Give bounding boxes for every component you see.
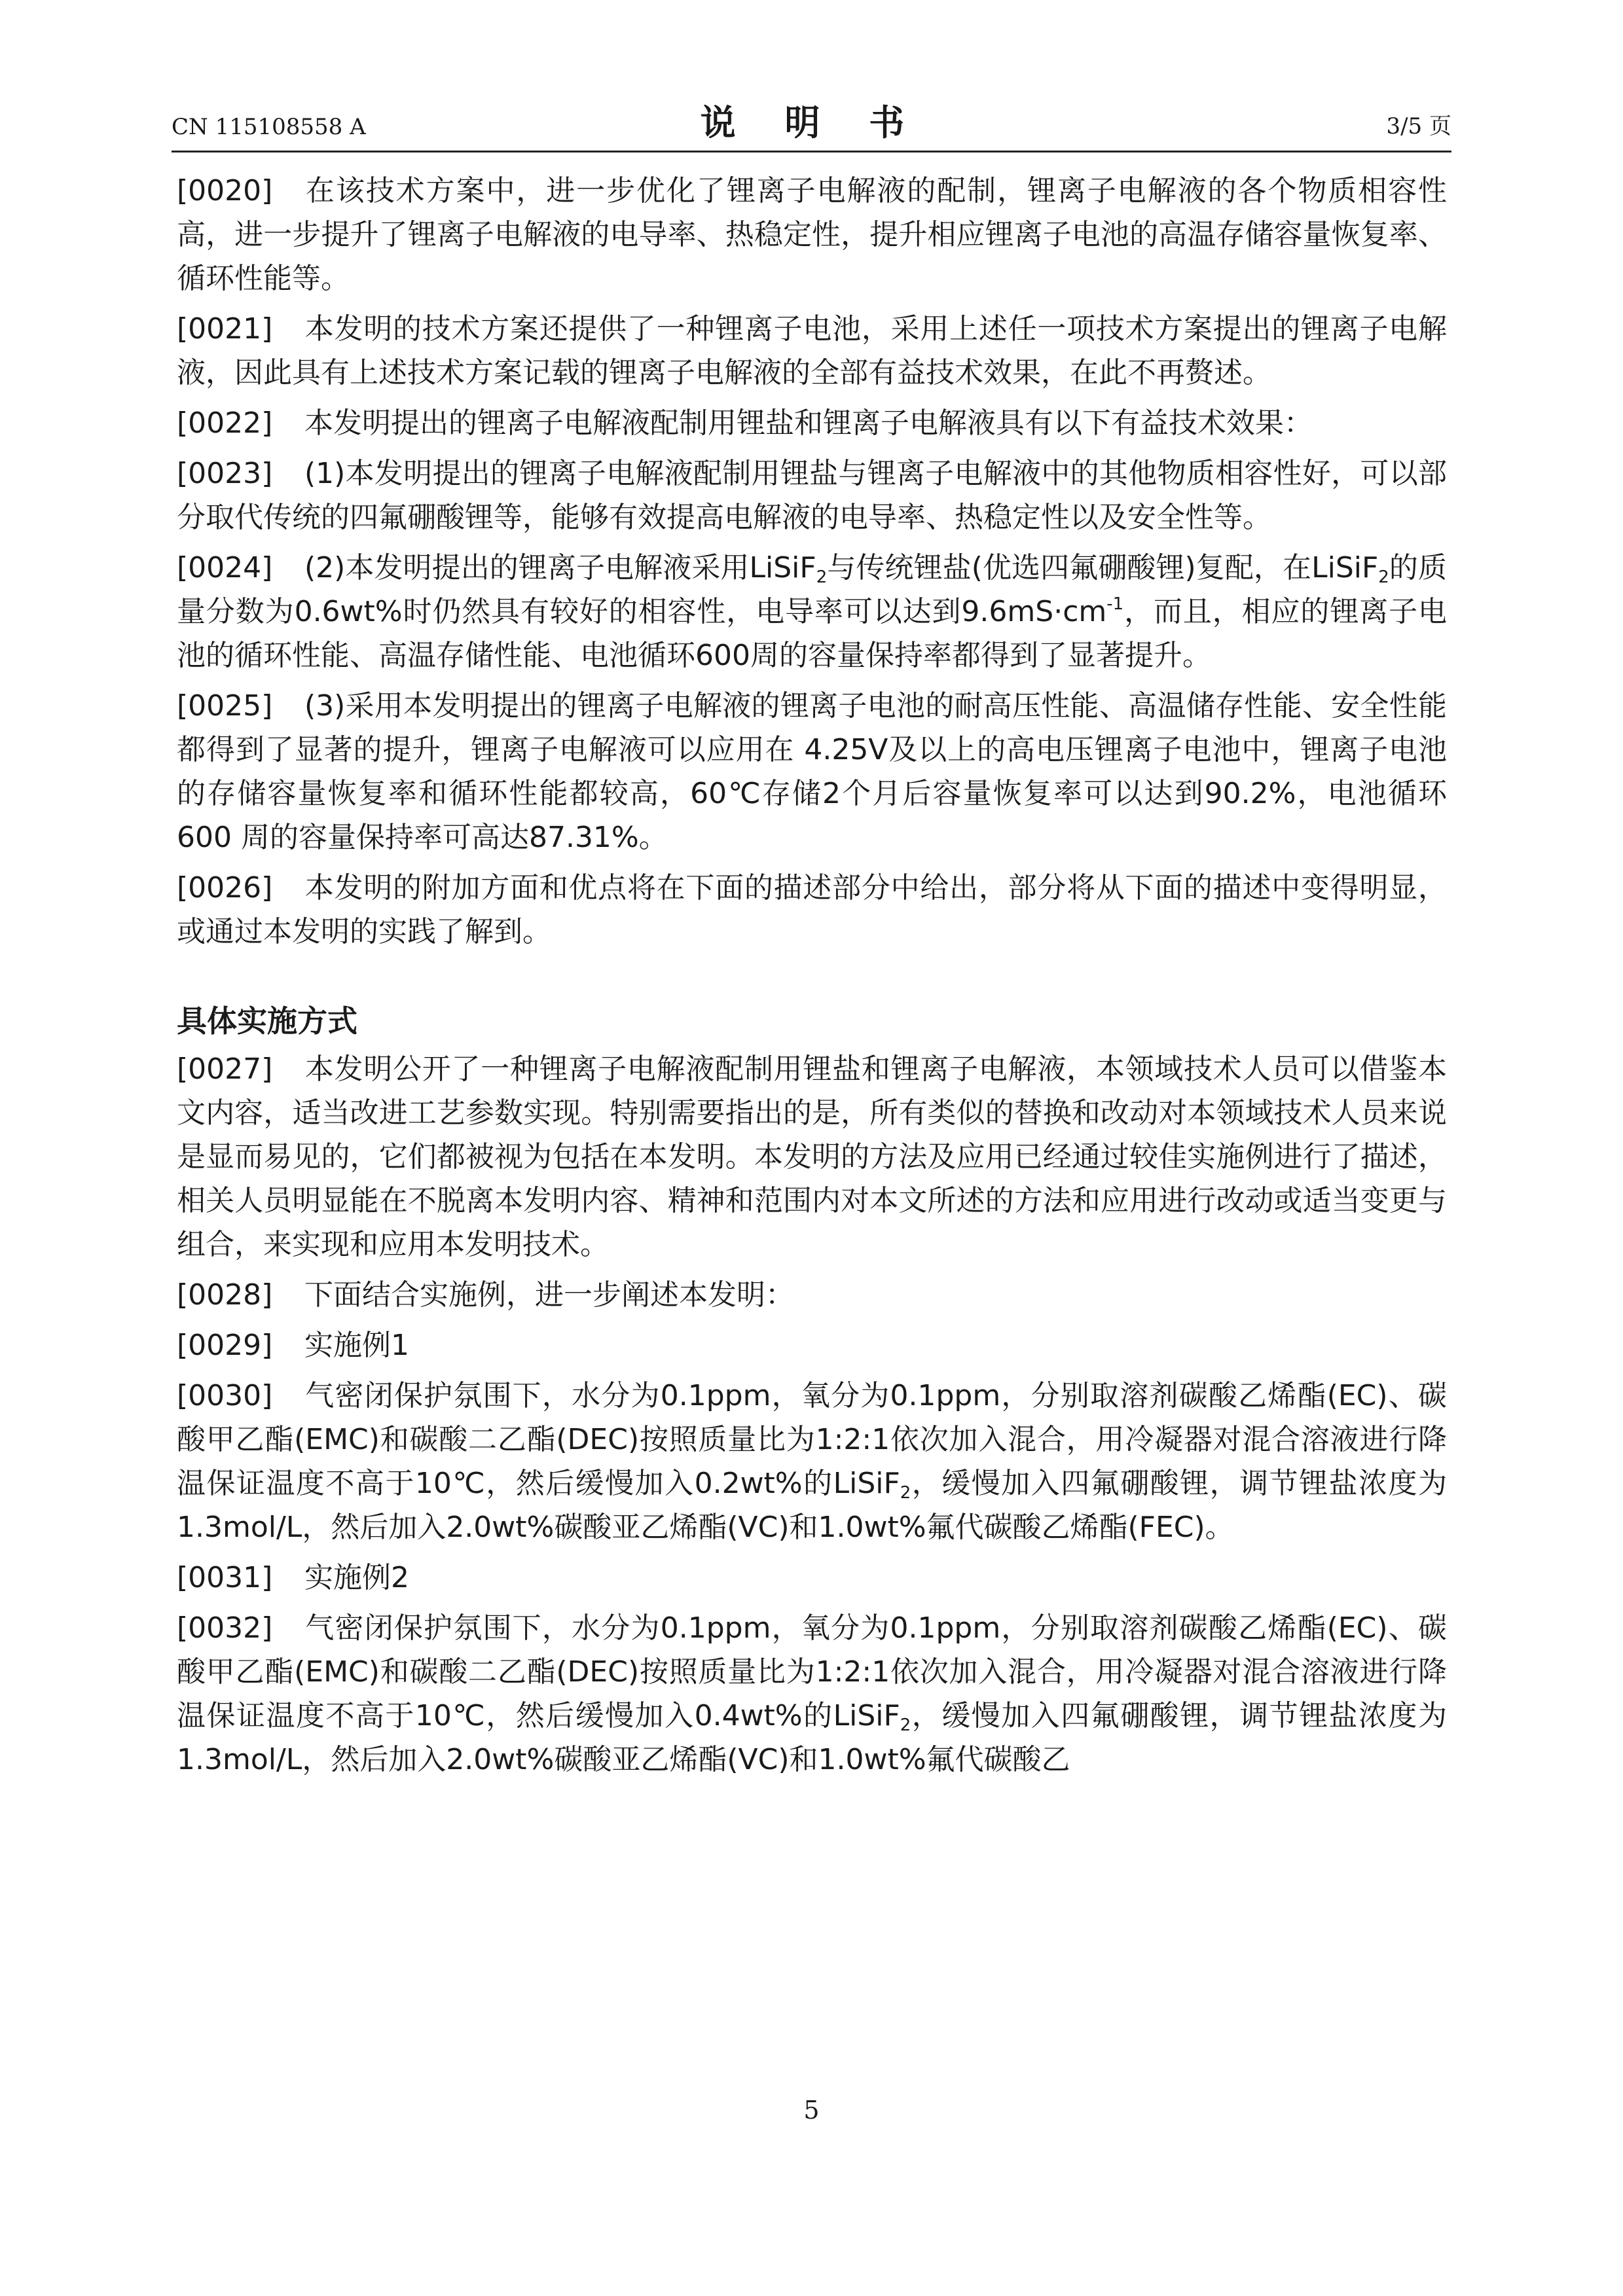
paragraph-number: [0025]	[177, 689, 273, 723]
paragraph-text: (1)本发明提出的锂离子电解液配制用锂盐与锂离子电解液中的其他物质相容性好，可以部分取代传统的四氟硼酸锂等，能够有效提高电解液的电导率、热稳定性以及安全性等。	[177, 457, 1447, 534]
page-info: 3/5 页	[1386, 113, 1451, 139]
paragraph-0027	[177, 1047, 1447, 1266]
paragraph-text-part: ，而且，相应的锂离子电池的循环性能、高温存储性能、电池循环600周的容量保持率都得到了显著提升。	[177, 595, 1448, 672]
paragraph-0022	[177, 401, 1447, 445]
subscript: 2	[900, 1715, 911, 1735]
paragraph-text-part: 与传统锂盐(优选四氟硼酸锂)复配，在LiSiF	[827, 551, 1379, 584]
paragraph-text: (3)采用本发明提出的锂离子电解液的锂离子电池的耐高压性能、高温储存性能、安全性能都得到了显著的提升，锂离子电解液可以应用在 4.25V及以上的高电压锂离子电池中，锂离子电池的存储容量恢复率和循环性能都较高，60℃存储2个月后容量恢复率可以达到90.2%，电池循环600 周的容量保持率可高达87.31%。	[177, 689, 1447, 854]
paragraph-0021	[177, 307, 1447, 395]
paragraph-0025	[177, 684, 1447, 859]
subscript: 2	[816, 567, 828, 587]
paragraph-text: 本发明的技术方案还提供了一种锂离子电池，采用上述任一项技术方案提出的锂离子电解液，因此具有上述技术方案记载的锂离子电解液的全部有益技术效果，在此不再赘述。	[177, 312, 1447, 389]
paragraph-text-part: 气密闭保护氛围下，水分为0.1ppm，氧分为0.1ppm，分别取溶剂碳酸乙烯酯(EC)、碳酸甲乙酯(EMC)和碳酸二乙酯(DEC)按照质量比为1:2:1依次加入混合，用冷凝器对混合溶液进行降温保证温度不高于10℃，然后缓慢加入0.2wt%的LiSiF	[177, 1379, 1447, 1500]
subscript: 2	[1378, 567, 1389, 587]
paragraph-0032	[177, 1606, 1447, 1782]
superscript: -1	[1106, 594, 1124, 614]
paragraph-text: 本发明的附加方面和优点将在下面的描述部分中给出，部分将从下面的描述中变得明显，或通过本发明的实践了解到。	[177, 871, 1447, 948]
paragraph-0020	[177, 169, 1447, 300]
paragraph-0030	[177, 1374, 1447, 1549]
paragraph-number: [0023]	[177, 457, 273, 490]
paragraph-text: 实施例1	[304, 1329, 409, 1362]
paragraph-text: 下面结合实施例，进一步阐述本发明：	[304, 1278, 794, 1312]
paragraph-0024	[177, 546, 1447, 677]
publication-number: CN 115108558 A	[172, 114, 366, 140]
document-title: 说 明 书	[700, 102, 923, 143]
paragraph-number: [0029]	[177, 1329, 273, 1362]
subscript: 2	[900, 1483, 911, 1503]
paragraph-text-part: 气密闭保护氛围下，水分为0.1ppm，氧分为0.1ppm，分别取溶剂碳酸乙烯酯(EC)、碳酸甲乙酯(EMC)和碳酸二乙酯(DEC)按照质量比为1:2:1依次加入混合，用冷凝器对混合溶液进行降温保证温度不高于10℃，然后缓慢加入0.4wt%的LiSiF	[177, 1611, 1447, 1732]
paragraph-number: [0032]	[177, 1611, 273, 1645]
paragraph-number: [0028]	[177, 1278, 273, 1312]
paragraph-0023	[177, 452, 1447, 539]
paragraph-text: 实施例2	[304, 1561, 409, 1594]
paragraph-text: 在该技术方案中，进一步优化了锂离子电解液的配制，锂离子电解液的各个物质相容性高，进一步提升了锂离子电解液的电导率、热稳定性，提升相应锂离子电池的高温存储容量恢复率、循环性能等。	[177, 174, 1447, 295]
paragraph-text: 本发明提出的锂离子电解液配制用锂盐和锂离子电解液具有以下有益技术效果：	[304, 406, 1313, 440]
document-body	[177, 169, 1447, 1788]
paragraph-text-part: (2)本发明提出的锂离子电解液采用LiSiF	[304, 551, 816, 584]
paragraph-number: [0022]	[177, 406, 273, 440]
paragraph-number: [0021]	[177, 312, 273, 346]
paragraph-0026	[177, 866, 1447, 954]
paragraph-text: 本发明公开了一种锂离子电解液配制用锂盐和锂离子电解液，本领域技术人员可以借鉴本文内容，适当改进工艺参数实现。特别需要指出的是，所有类似的替换和改动对本领域技术人员来说是显而易见的，它们都被视为包括在本发明。本发明的方法及应用已经通过较佳实施例进行了描述，相关人员明显能在不脱离本发明内容、精神和范围内对本文所述的方法和应用进行改动或适当变更与组合，来实现和应用本发明技术。	[177, 1052, 1447, 1261]
paragraph-number: [0027]	[177, 1052, 273, 1086]
paragraph-number: [0024]	[177, 551, 273, 584]
paragraph-number: [0026]	[177, 871, 273, 905]
page-number: 5	[803, 2096, 820, 2125]
paragraph-number: [0031]	[177, 1561, 273, 1594]
paragraph-text-part: ，缓慢加入四氟硼酸锂，调节锂盐浓度为1.3mol/L，然后加入2.0wt%碳酸亚乙烯酯(VC)和1.0wt%氟代碳酸乙烯酯(FEC)。	[177, 1467, 1447, 1544]
header-rule	[172, 151, 1451, 152]
paragraph-0031	[177, 1556, 1447, 1600]
paragraph-number: [0020]	[177, 174, 273, 207]
section-heading: 具体实施方式	[177, 1003, 357, 1039]
paragraph-text-part: ，缓慢加入四氟硼酸锂，调节锂盐浓度为1.3mol/L，然后加入2.0wt%碳酸亚乙烯酯(VC)和1.0wt%氟代碳酸乙	[177, 1699, 1447, 1776]
page-header	[172, 98, 1451, 149]
paragraph-number: [0030]	[177, 1379, 273, 1412]
paragraph-text-part: 的质量分数为0.6wt%时仍然具有较好的相容性，电导率可以达到9.6mS·cm	[177, 551, 1448, 628]
paragraph-0029	[177, 1323, 1447, 1367]
paragraph-0028	[177, 1273, 1447, 1317]
